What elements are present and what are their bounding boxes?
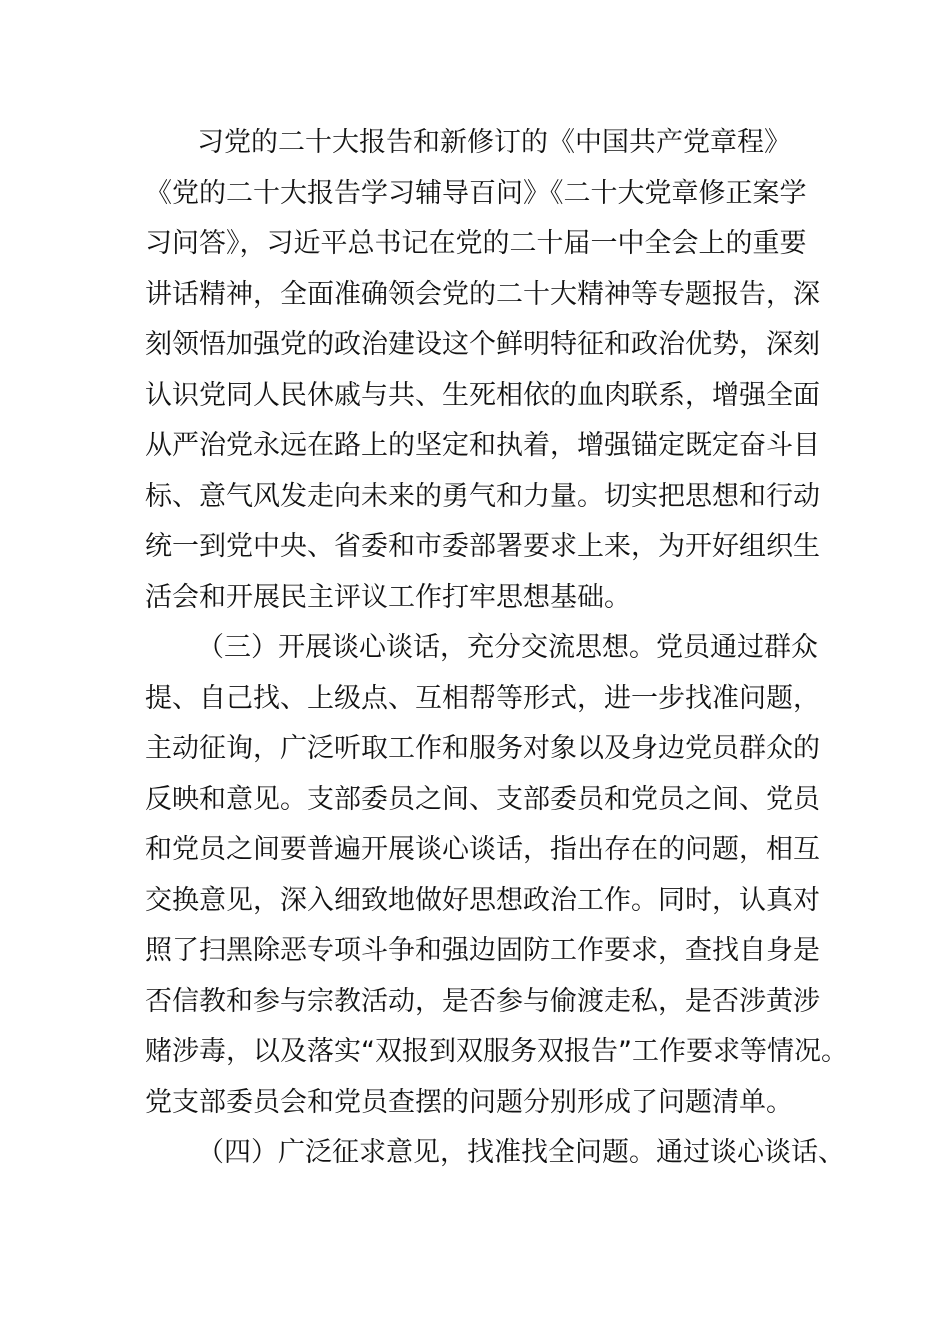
text-line: 讲话精神，全面准确领会党的二十大精神等专题报告，深 (145, 278, 820, 310)
text-line: 《党的二十大报告学习辅导百问》《二十大党章修正案学 (145, 177, 807, 209)
text-line: 习党的二十大报告和新修订的《中国共产党章程》 (197, 127, 791, 158)
body-text (145, 118, 848, 1179)
text-line: 从严治党永远在路上的坚定和执着，增强锚定既定奋斗目 (145, 430, 820, 461)
text-line: 统一到党中央、省委和市委部署要求上来，为开好组织生 (145, 531, 820, 562)
text-line: 否信教和参与宗教活动，是否参与偷渡走私，是否涉黄涉 (145, 985, 820, 1017)
text-line: 和党员之间要普遍开展谈心谈话，指出存在的问题，相互 (145, 834, 820, 865)
text-line: 习问答》，习近平总书记在党的二十届一中全会上的重要 (145, 228, 807, 259)
text-line: 主动征询，广泛听取工作和服务对象以及身边党员群众的 (145, 733, 820, 764)
text-line: 照了扫黑除恶专项斗争和强边固防工作要求，查找自身是 (145, 935, 820, 966)
text-line: 刻领悟加强党的政治建设这个鲜明特征和政治优势，深刻 (145, 329, 820, 360)
text-line: 标、意气风发走向未来的勇气和力量。切实把思想和行动 (145, 480, 820, 512)
text-line: 赌涉毒，以及落实“双报到双服务双报告”工作要求等情况。 (145, 1036, 848, 1067)
section-heading-line: （三）开展谈心谈话，充分交流思想。党员通过群众 (197, 632, 818, 663)
text-line: 活会和开展民主评议工作打牢思想基础。 (145, 581, 631, 613)
text-line: 交换意见，深入细致地做好思想政治工作。同时，认真对 (145, 884, 820, 916)
text-line: 反映和意见。支部委员之间、支部委员和党员之间、党员 (145, 783, 820, 815)
text-line: 党支部委员会和党员查摆的问题分别形成了问题清单。 (145, 1086, 793, 1118)
section-heading-line: （四）广泛征求意见，找准找全问题。通过谈心谈话、 (197, 1137, 845, 1168)
text-line: 提、自己找、上级点、互相帮等形式，进一步找准问题， (145, 682, 820, 714)
text-line: 认识党同人民休戚与共、生死相依的血肉联系，增强全面 (145, 379, 820, 411)
